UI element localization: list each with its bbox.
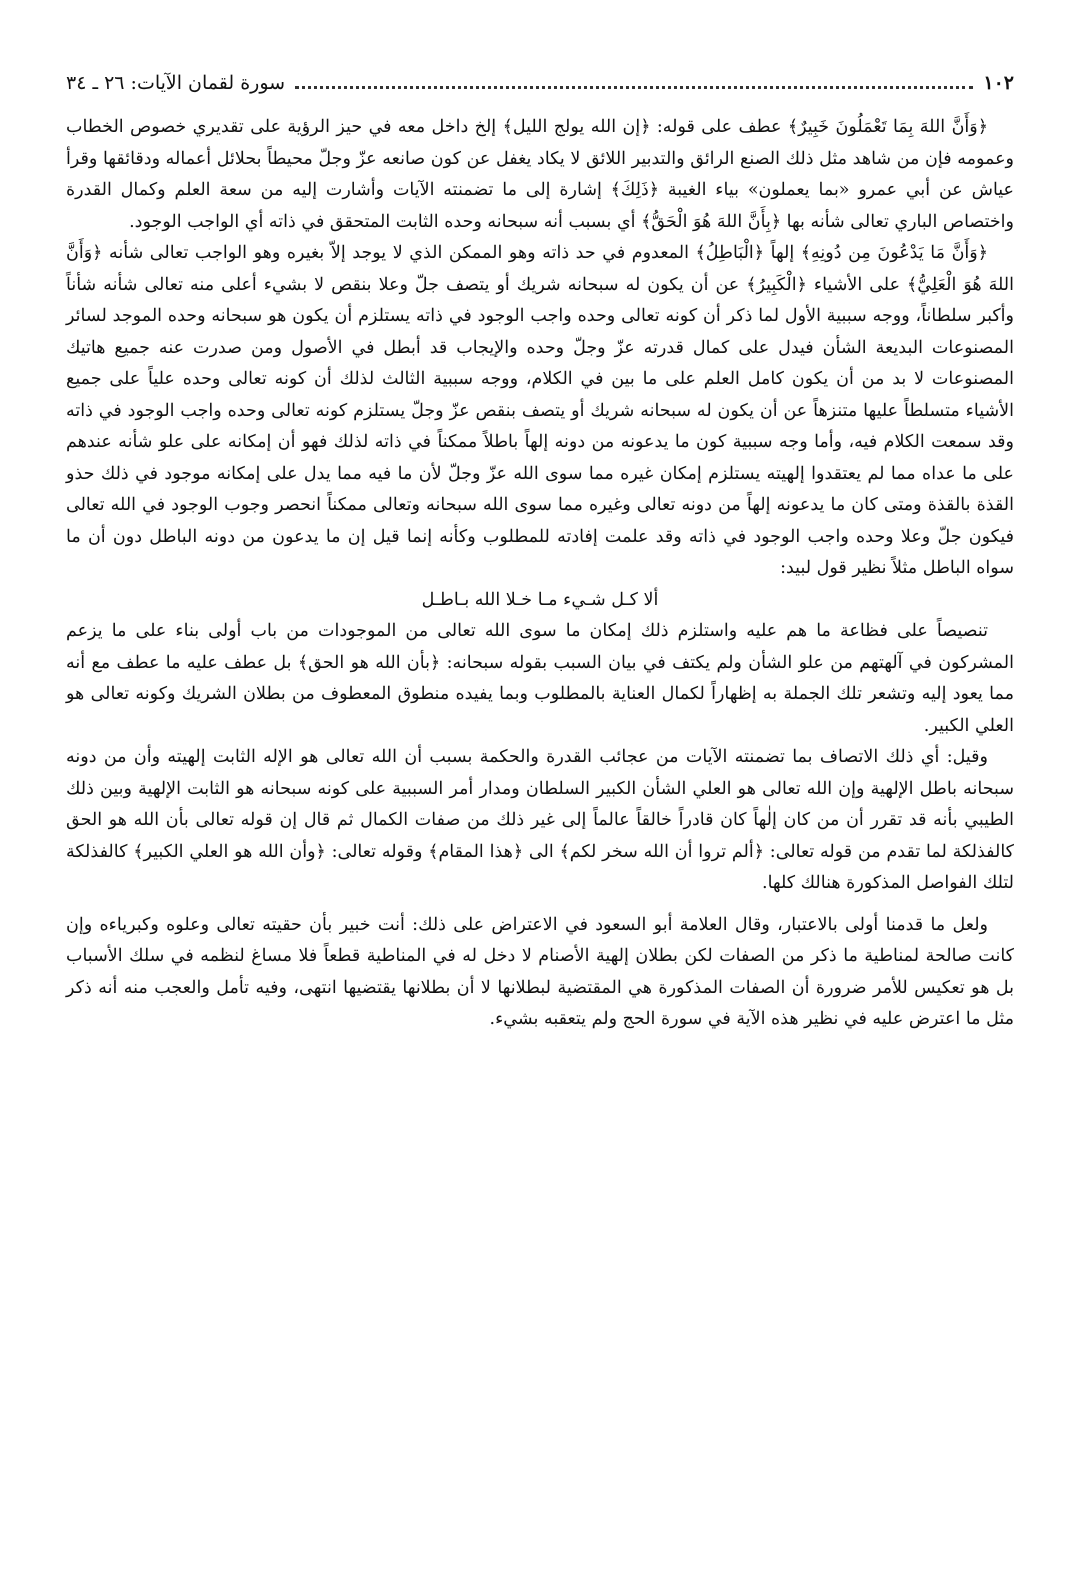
dotted-leader <box>295 86 973 89</box>
paragraph-2: ﴿وَأَنَّ مَا يَدْعُونَ مِن دُونِهِ﴾ إلهاً ﴿الْبَاطِلُ﴾ المعدوم في حد ذاته وهو الممكن الذي لا يوجد إلاّ بغيره وهو الواجب تعالى شأنه ﴿وَأَنَّ اللهَ هُوَ الْعَلِيُّ﴾ على الأشياء ﴿الْكَبِيرُ﴾ عن أن يكون له سبحانه شريك أو يتصف جلّ وعلا بنقص لا بشيء أعلى منه تعالى شأنه شأناً وأكبر سلطاناً، ووجه سببية الأول لما ذكر أن كونه تعالى وحده واجب الوجود في ذاته يستلزم أن يكون هو سبحانه وحده الموجد لسائر المصنوعات البديعة الشأن فيدل على كمال قدرته عزّ وجلّ وحده والإيجاب قد أبطل في الأصول ومن صدرت عنه جميع هاتيك المصنوعات لا بد من أن يكون كامل العلم على ما بين في الكلام، ووجه سببية الثالث لذلك أن كونه تعالى وحده علياً على جميع الأشياء متسلطاً عليها متنزهاً عن أن يكون له سبحانه شريك أو يتصف بنقص عزّ وجلّ يستلزم كونه تعالى وحده واجب الوجود في ذاته وقد سمعت الكلام فيه، وأما وجه سببية كون ما يدعونه من دونه إلهاً باطلاً ممكناً في ذاته لذلك فهو أن إمكانه على علو شأنه عندهم على ما عداه مما لم يعتقدوا إلهيته يستلزم إمكان غيره مما سوى الله عزّ وجلّ لأن ما فيه مما يدل على إمكانه موجود في ذلك حذو القذة بالقذة ومتى كان ما يدعونه إلهاً من دونه تعالى وغيره مما سوى الله سبحانه وتعالى ممكناً انحصر وجوب الوجود في الله تعالى فيكون جلّ وعلا وحده واجب الوجود في ذاته وقد علمت إفادته للمطلوب وكأنه إنما قيل إن ما يدعون من دونه الباطل دون أن ما سواه الباطل مثلاً نظير قول لبيد: <box>66 243 1014 578</box>
paragraph-1: ﴿وَأَنَّ اللهَ بِمَا تَعْمَلُونَ خَبِيرٌ﴾ عطف على قوله: ﴿إن الله يولج الليل﴾ إلخ داخل معه في حيز الرؤية على تقديري خصوص الخطاب وعمومه فإن من شاهد مثل ذلك الصنع الرائق والتدبير اللائق لا يكاد يغفل عن كون صانعه عزّ وجلّ محيطاً بحلائل أعماله ودقائقها وقرأ عياش عن أبي عمرو «بما يعملون» بياء الغيبة ﴿ذَلِكَ﴾ إشارة إلى ما تضمنته الآيات وأشارت إليه من سعة العلم وكمال القدرة واختصاص الباري تعالى شأنه بها ﴿بِأَنَّ اللهَ هُوَ الْحَقُّ﴾ أي بسبب أنه سبحانه وحده الثابت المتحقق في ذاته أي الواجب الوجود. <box>66 117 1014 232</box>
page-number: ١٠٢ <box>983 72 1014 94</box>
commentary-text <box>66 112 1014 1036</box>
paragraph-4: وقيل: أي ذلك الاتصاف بما تضمنته الآيات من عجائب القدرة والحكمة بسبب أن الله تعالى هو الإله الثابت إلهيته وأن من دونه سبحانه باطل الإلهية وإن الله تعالى هو العلي الشأن الكبير السلطان ومدار أمر السببية على كونه سبحانه هو الثابت الإلهية وبين ذلك الطيبي بأنه قد تقرر أن من كان إلٰهاً كان قادراً خالقاً عالماً إلى غير ذلك من صفات الكمال ثم قال إن قوله تعالى بأن الله هو الحق كالفذلكة لما تقدم من قوله تعالى: ﴿ألم تروا أن الله سخر لكم﴾ الى ﴿هذا المقام﴾ وقوله تعالى: ﴿وأن الله هو العلي الكبير﴾ كالفذلكة لتلك الفواصل المذكورة هنالك كلها. <box>66 747 1014 893</box>
paragraph-5: ولعل ما قدمنا أولى بالاعتبار، وقال العلامة أبو السعود في الاعتراض على ذلك: أنت خبير بأن حقيته تعالى وعلوه وكبرياءه وإن كانت صالحة لمناطية ما ذكر من الصفات لكن بطلان إلهية الأصنام لا دخل له في المناطية قطعاً فلا مساغ لنظمه في سلك الأسباب بل هو تعكيس للأمر ضرورة أن الصفات المذكورة هي المقتضية لبطلانها لا أن بطلانها يقتضيها انتهى، وفيه تأمل والعجب منه أنه ذكر مثل ما اعترض عليه في نظير هذه الآية في سورة الحج ولم يتعقبه بشيء. <box>66 914 1014 1029</box>
paragraph-3: تنصيصاً على فظاعة ما هم عليه واستلزم ذلك إمكان ما سوى الله تعالى من الموجودات من باب أولى بناء على ما يزعم المشركون في آلهتهم من علو الشأن ولم يكتف في بيان السبب بقوله سبحانه: ﴿بأن الله هو الحق﴾ بل عطف عليه ما عطف مع أنه مما يعود إليه وتشعر تلك الجملة به إظهاراً لكمال العناية بالمطلوب وبما يفيده منطوق المعطوف من بطلان الشريك وكونه تعالى هو العلي الكبير. <box>66 621 1014 736</box>
poetry-verse: ألا كـل شـيء مـا خـلا الله بـاطـل <box>421 589 659 610</box>
surah-title: سورة لقمان الآيات: ٢٦ ـ ٣٤ <box>66 72 286 94</box>
page-header <box>66 66 1014 100</box>
